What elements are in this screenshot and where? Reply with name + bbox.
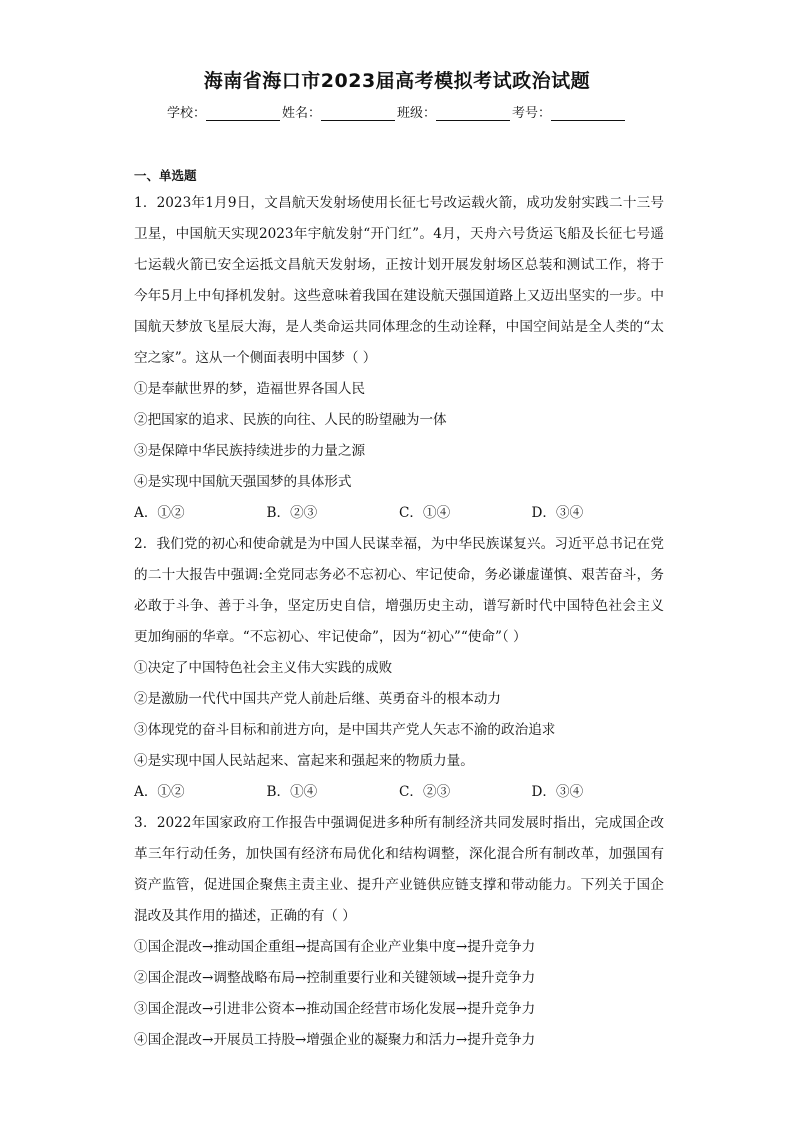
school-label: 学校： bbox=[166, 106, 206, 121]
answer-choices bbox=[134, 777, 664, 808]
question-item: ①决定了中国特色社会主义伟大实践的成败 bbox=[134, 660, 393, 676]
class-label: 班级： bbox=[397, 106, 437, 121]
question-item: ②把国家的追求、民族的向往、人民的盼望融为一体 bbox=[134, 412, 447, 428]
choice-a[interactable]: A．①② bbox=[134, 505, 185, 521]
question-item: ④是实现中国航天强国梦的具体形式 bbox=[134, 474, 352, 490]
name-label: 姓名： bbox=[281, 106, 321, 121]
student-info-line bbox=[0, 102, 794, 121]
question-stem: 3．2022年国家政府工作报告中强调促进多种所有制经济共同发展时指出，完成国企改革三年行动任务，加快国有经济布局优化和结构调整，深化混合所有制改革，加强国有资产监管，促进国企聚焦主责主业、提升产业链供应链支撑和带动能力。下列关于国企混改及其作用的描述，正确的有（ ） bbox=[134, 815, 664, 924]
question-item: ③国企混改→引进非公资本→推动国企经营市场化发展→提升竞争力 bbox=[134, 1001, 536, 1017]
question-item: ③是保障中华民族持续进步的力量之源 bbox=[134, 443, 366, 459]
question-item: ④国企混改→开展员工持股→增强企业的凝聚力和活力→提升竞争力 bbox=[134, 1032, 536, 1048]
choice-a[interactable]: A．①② bbox=[134, 784, 185, 800]
name-field bbox=[282, 102, 397, 121]
school-field bbox=[167, 102, 282, 121]
exam-number-blank bbox=[551, 106, 625, 121]
class-field bbox=[397, 102, 512, 121]
question-item: ②是激励一代代中国共产党人前赴后继、英勇奋斗的根本动力 bbox=[134, 691, 502, 707]
class-blank bbox=[436, 106, 510, 121]
question-item: ②国企混改→调整战略布局→控制重要行业和关键领域→提升竞争力 bbox=[134, 970, 536, 986]
choice-c[interactable]: C．①④ bbox=[399, 505, 451, 521]
choice-b[interactable]: B．①④ bbox=[266, 784, 318, 800]
exam-number-field bbox=[512, 102, 627, 121]
question-item: ④是实现中国人民站起来、富起来和强起来的物质力量。 bbox=[134, 753, 474, 769]
page-title: 海南省海口市2023届高考模拟考试政治试题 bbox=[203, 70, 591, 92]
choice-d[interactable]: D．③④ bbox=[531, 505, 584, 521]
school-blank bbox=[206, 106, 280, 121]
choice-c[interactable]: C．②③ bbox=[399, 784, 451, 800]
question-item: ①是奉献世界的梦，造福世界各国人民 bbox=[134, 381, 366, 397]
question-item: ①国企混改→推动国企重组→提高国有企业产业集中度→提升竞争力 bbox=[134, 939, 536, 955]
question-stem: 2．我们党的初心和使命就是为中国人民谋幸福，为中华民族谋复兴。习近平总书记在党的二十大报告中强调:全党同志务必不忘初心、牢记使命，务必谦虚谨慎、艰苦奋斗，务必敢于斗争、善于斗争，坚定历史自信，增强历史主动，谱写新时代中国特色社会主义更加绚丽的华章。“不忘初心、牢记使命”，因为“初心”“使命”（ ） bbox=[134, 536, 664, 645]
question-stem: 1．2023年1月9日，文昌航天发射场使用长征七号改运载火箭，成功发射实践二十三号卫星，中国航天实现2023年宇航发射“开门红”。4月，天舟六号货运飞船及长征七号遥七运载火箭已安全运抵文昌航天发射场，正按计划开展发射场区总装和测试工作，将于今年5月上中旬择机发射。这些意味着我国在建设航天强国道路上又迈出坚实的一步。中国航天梦放飞星辰大海，是人类命运共同体理念的生动诠释，中国空间站是全人类的“太空之家”。这从一个侧面表明中国梦（ ） bbox=[134, 195, 664, 366]
choice-b[interactable]: B．②③ bbox=[266, 505, 318, 521]
question-item: ③体现党的奋斗目标和前进方向，是中国共产党人矢志不渝的政治追求 bbox=[134, 722, 556, 738]
exam-number-label: 考号： bbox=[512, 106, 552, 121]
section-title: 一、单选题 bbox=[134, 168, 197, 183]
question-list bbox=[134, 188, 664, 1056]
answer-choices bbox=[134, 498, 664, 529]
name-blank bbox=[321, 106, 395, 121]
choice-d[interactable]: D．③④ bbox=[531, 784, 584, 800]
